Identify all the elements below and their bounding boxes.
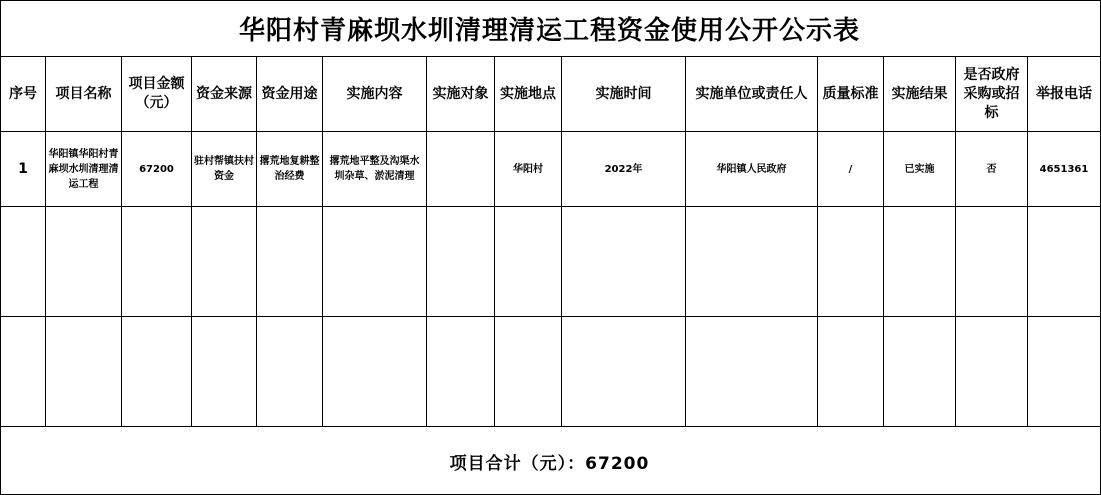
empty-cell xyxy=(884,207,956,317)
project-name-cell: 华阳镇华阳村青麻坝水圳清理清运工程 xyxy=(46,132,122,207)
header-cell: 实施内容 xyxy=(323,57,427,132)
empty-cell xyxy=(562,207,686,317)
content-cell: 撂荒地平整及沟渠水圳杂草、淤泥清理 xyxy=(323,132,427,207)
header-cell: 项目金额（元） xyxy=(122,57,192,132)
empty-cell xyxy=(192,207,257,317)
empty-cell xyxy=(257,207,323,317)
header-cell: 资金来源 xyxy=(192,57,257,132)
header-cell: 实施结果 xyxy=(884,57,956,132)
empty-cell xyxy=(495,317,562,427)
table-row xyxy=(1,132,1101,207)
empty-cell xyxy=(686,317,818,427)
header-cell: 序号 xyxy=(1,57,46,132)
empty-cell xyxy=(562,317,686,427)
empty-cell xyxy=(46,317,122,427)
header-cell: 实施单位或责任人 xyxy=(686,57,818,132)
empty-cell xyxy=(956,317,1028,427)
empty-cell xyxy=(818,207,884,317)
amount-cell: 67200 xyxy=(122,132,192,207)
empty-cell xyxy=(1028,317,1101,427)
row-index: 1 xyxy=(1,132,46,207)
empty-cell xyxy=(956,207,1028,317)
header-cell: 项目名称 xyxy=(46,57,122,132)
empty-cell xyxy=(818,317,884,427)
fund-usage-table xyxy=(0,56,1101,427)
header-cell: 实施对象 xyxy=(427,57,495,132)
empty-cell xyxy=(1,207,46,317)
header-cell: 资金用途 xyxy=(257,57,323,132)
target-cell xyxy=(427,132,495,207)
unit-cell: 华阳镇人民政府 xyxy=(686,132,818,207)
empty-cell xyxy=(1028,207,1101,317)
empty-row xyxy=(1,207,1101,317)
header-row xyxy=(1,57,1101,132)
procurement-cell: 否 xyxy=(956,132,1028,207)
page-title: 华阳村青麻坝水圳清理清运工程资金使用公开公示表 xyxy=(238,15,860,46)
empty-cell xyxy=(323,317,427,427)
empty-cell xyxy=(122,317,192,427)
empty-cell xyxy=(46,207,122,317)
header-cell: 质量标准 xyxy=(818,57,884,132)
header-cell: 实施时间 xyxy=(562,57,686,132)
empty-cell xyxy=(884,317,956,427)
project-total: 项目合计（元）：67200 xyxy=(449,454,650,474)
header-cell: 是否政府采购或招标 xyxy=(956,57,1028,132)
empty-cell xyxy=(1,317,46,427)
phone-cell: 4651361 xyxy=(1028,132,1101,207)
empty-cell xyxy=(427,207,495,317)
empty-cell xyxy=(192,317,257,427)
quality-cell: / xyxy=(818,132,884,207)
empty-cell xyxy=(495,207,562,317)
header-cell: 举报电话 xyxy=(1028,57,1101,132)
header-cell: 实施地点 xyxy=(495,57,562,132)
empty-cell xyxy=(427,317,495,427)
empty-row xyxy=(1,317,1101,427)
time-cell: 2022年 xyxy=(562,132,686,207)
empty-cell xyxy=(257,317,323,427)
fund-use-cell: 撂荒地复耕整治经费 xyxy=(257,132,323,207)
result-cell: 已实施 xyxy=(884,132,956,207)
empty-cell xyxy=(122,207,192,317)
empty-cell xyxy=(686,207,818,317)
location-cell: 华阳村 xyxy=(495,132,562,207)
empty-cell xyxy=(323,207,427,317)
fund-source-cell: 驻村帮镇扶村资金 xyxy=(192,132,257,207)
